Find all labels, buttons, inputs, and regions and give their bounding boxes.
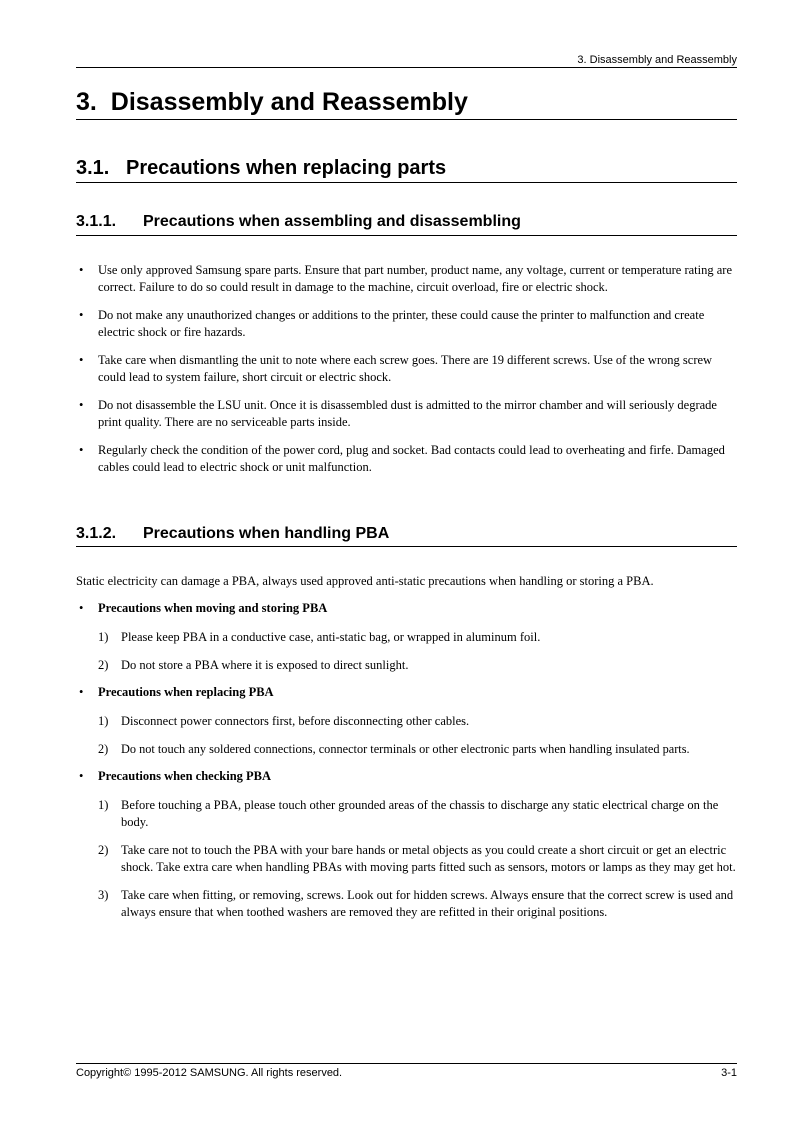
group-title-text: Precautions when replacing PBA [98,685,274,699]
section-heading-rule [76,182,737,183]
subsection-rule [76,546,737,547]
group-title-checking [76,769,271,784]
bullet-icon: • [79,443,84,457]
group-title-replacing [76,685,274,700]
list-item [98,797,738,831]
step-number: 3) [98,888,109,902]
step-text: Take care not to touch the PBA with your bare hands or metal objects as you could create a short circuit or get an electric shock. Take extra care when handling PBAs with moving parts fitted such as sensors, motors or lamps as they may get hot. [121,843,736,874]
list-item [76,442,737,476]
step-text: Do not store a PBA where it is exposed to direct sunlight. [121,658,409,672]
bullet-icon: • [79,601,84,615]
bullet-icon: • [79,769,84,783]
page-number: 3-1 [721,1067,737,1079]
subsection-text: Precautions when handling PBA [143,525,390,542]
footer-copyright: Copyright© 1995-2012 SAMSUNG. All rights reserved. [76,1067,343,1079]
subsection-text: Precautions when assembling and disassembling [143,213,521,230]
step-text: Take care when fitting, or removing, screws. Look out for hidden screws. Always ensure that the correct screw is used and always ensure that when toothed washers are removed they are refitted in their original positions. [121,888,734,919]
bullet-icon: • [79,263,84,277]
footer-rule [76,1063,737,1064]
bullet-icon: • [79,353,84,367]
step-number: 2) [98,843,109,857]
list-item-text: Take care when dismantling the unit to note where each screw goes. There are 19 different screws. Use of the wrong screw could lead to system failure, short circuit or electric shock. [98,353,713,384]
list-item [76,352,737,386]
group-title-text: Precautions when moving and storing PBA [98,601,328,615]
list-item [98,657,738,674]
list-item-text: Do not disassemble the LSU unit. Once it is disassembled dust is admitted to the mirror chamber and will seriously degrade print quality. There are no serviceable parts inside. [98,398,717,429]
chapter-title [76,88,468,117]
group-title-text: Precautions when checking PBA [98,769,272,783]
list-item [98,629,738,646]
step-number: 1) [98,714,109,728]
section-heading [76,157,446,180]
step-text: Before touching a PBA, please touch other grounded areas of the chassis to discharge any static electrical charge on the body. [121,798,719,829]
chapter-text: Disassembly and Reassembly [110,88,468,116]
bullet-icon: • [79,685,84,699]
moving-storing-steps [98,629,738,685]
step-text: Disconnect power connectors first, before disconnecting other cables. [121,714,470,728]
list-item [76,262,737,296]
header-rule [76,67,737,68]
list-item [98,887,738,921]
bullet-icon: • [79,398,84,412]
step-number: 2) [98,658,109,672]
group-title-moving-storing [76,601,327,616]
subsection-rule [76,235,737,236]
step-text: Do not touch any soldered connections, connector terminals or other electronic parts when handling insulated parts. [121,742,690,756]
step-number: 2) [98,742,109,756]
list-item-text: Regularly check the condition of the power cord, plug and socket. Bad contacts could lead to overheating and firfe. Damaged cables could lead to electric shock or unit malfunction. [98,443,725,474]
list-item [98,713,743,730]
pba-intro-paragraph: Static electricity can damage a PBA, always used approved anti-static precautions when handling or storing a PBA. [76,574,654,588]
list-item [98,741,743,758]
list-item [76,397,737,431]
replacing-steps [98,713,743,769]
subsection-number: 3.1.2. [76,525,117,542]
list-item [98,842,738,876]
assembly-precautions-list [76,262,737,487]
subsection-heading-assembling [76,213,521,231]
checking-steps [98,797,738,932]
step-text: Please keep PBA in a conductive case, anti-static bag, or wrapped in aluminum foil. [121,630,541,644]
step-number: 1) [98,798,109,812]
running-header: 3. Disassembly and Reassembly [577,54,737,66]
subsection-number: 3.1.1. [76,213,117,230]
subsection-heading-pba [76,525,389,543]
bullet-icon: • [79,308,84,322]
section-number: 3.1. [76,157,110,179]
step-number: 1) [98,630,109,644]
chapter-number: 3. [76,88,97,116]
list-item [76,307,737,341]
list-item-text: Use only approved Samsung spare parts. Ensure that part number, product name, any voltage, current or temperature rating are correct. Failure to do so could result in damage to the machine, circuit overload, fire or electric shock. [98,263,733,294]
section-text: Precautions when replacing parts [126,157,447,179]
chapter-title-rule [76,119,737,120]
list-item-text: Do not make any unauthorized changes or additions to the printer, these could cause the printer to malfunction and create electric shock or fire hazards. [98,308,705,339]
